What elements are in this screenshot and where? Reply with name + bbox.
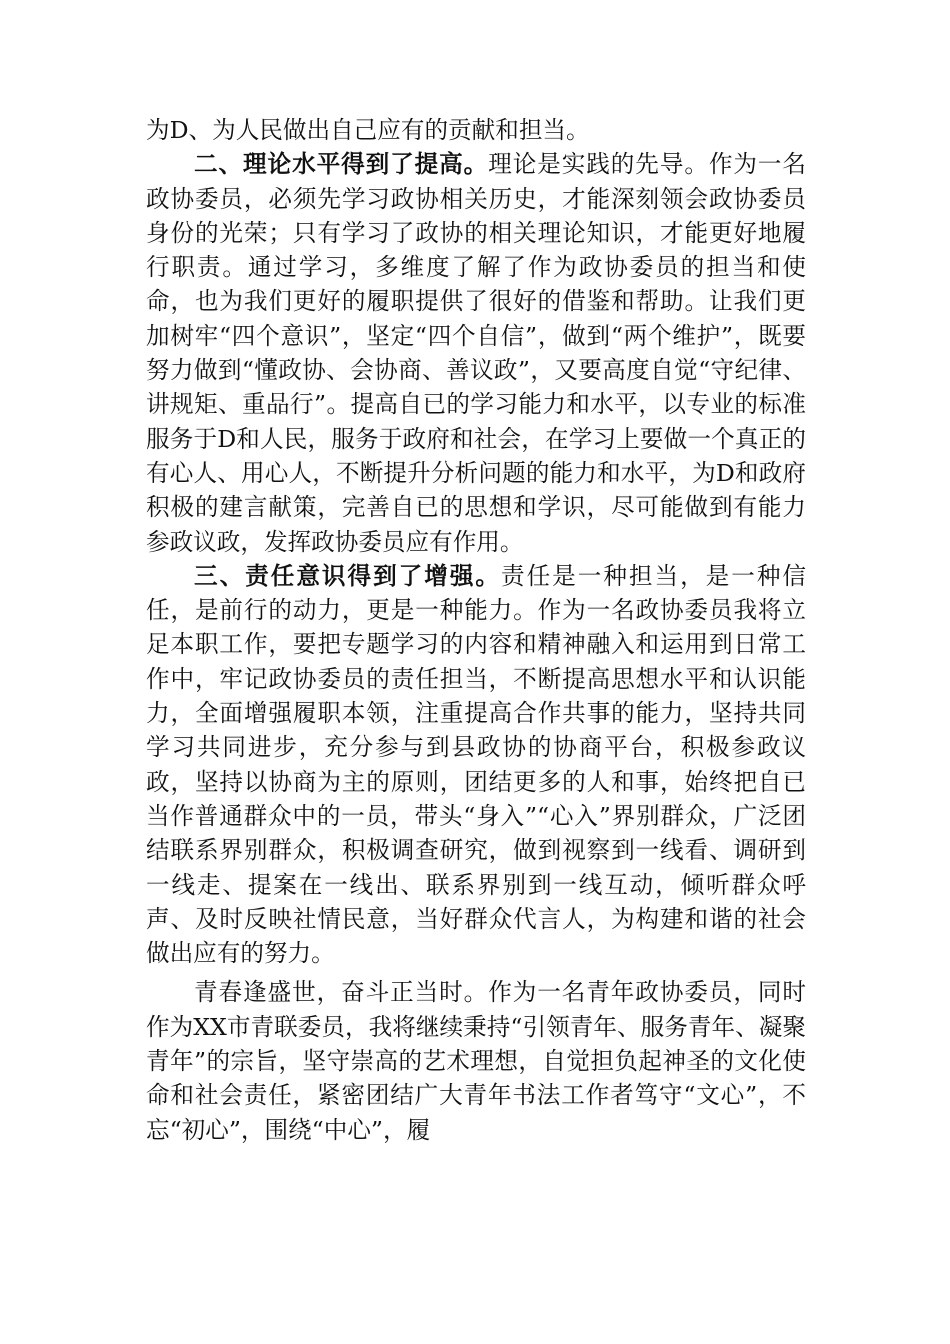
section-heading-theory: 二、理论水平得到了提高。 xyxy=(194,150,489,179)
section-body-theory: 理论是实践的先导。作为一名政协委员，必须先学习政协相关历史，才能深刻领会政协委员身份的光荣；只有学习了政协的相关理论知识，才能更好地履行职责。通过学习，多维度了解了作为政协委员的担当和使命，也为我们更好的履职提供了很好的借鉴和帮助。让我们更加树牢“四个意识”，坚定“四个自信”，做到“两个维护”，既要努力做到“懂政协、会协商、善议政”，又要高度自觉“守纪律、讲规矩、重品行”。提高自已的学习能力和水平，以专业的标准服务于D和人民，服务于政府和社会，在学习上要做一个真正的有心人、用心人，不断提升分析问题的能力和水平，为D和政府积极的建言献策，完善自已的思想和学识，尽可能做到有能力参政议政，发挥政协委员应有作用。 xyxy=(146,150,806,556)
paragraph-youth-member: 青春逢盛世，奋斗正当时。作为一名青年政协委员，同时作为XX市青联委员，我将继续秉持“引领青年、服务青年、凝聚青年”的宗旨，坚守崇高的艺术理想，自觉担负起神圣的文化使命和社会责任，紧密团结广大青年书法工作者笃守“文心”，不忘“初心”，围绕“中心”，履 xyxy=(146,978,806,1144)
section-body-responsibility: 责任是一种担当，是一种信任，是前行的动力，更是一种能力。作为一名政协委员我将立足本职工作，要把专题学习的内容和精神融入和运用到日常工作中，牢记政协委员的责任担当，不断提高思想水平和认识能力，全面增强履职本领，注重提高合作共事的能力，坚持共同学习共同进步，充分参与到县政协的协商平台，积极参政议政，坚持以协商为主的原则，团结更多的人和事，始终把自已当作普通群众中的一员，带头“身入”“心入”界别群众，广泛团结联系界别群众，积极调查研究，做到视察到一线看、调研到一线走、提案在一线出、联系界别到一线互动，倾听群众呼声、及时反映社情民意，当好群众代言人，为构建和谐的社会做出应有的努力。 xyxy=(146,561,807,968)
paragraph-theory-level xyxy=(146,147,806,559)
section-heading-responsibility: 三、责任意识得到了增强。 xyxy=(194,561,501,590)
paragraph-continuation: 为D、为人民做出自己应有的贡献和担当。 xyxy=(146,116,590,144)
paragraph-responsibility xyxy=(146,559,806,971)
document-page xyxy=(146,113,806,1147)
